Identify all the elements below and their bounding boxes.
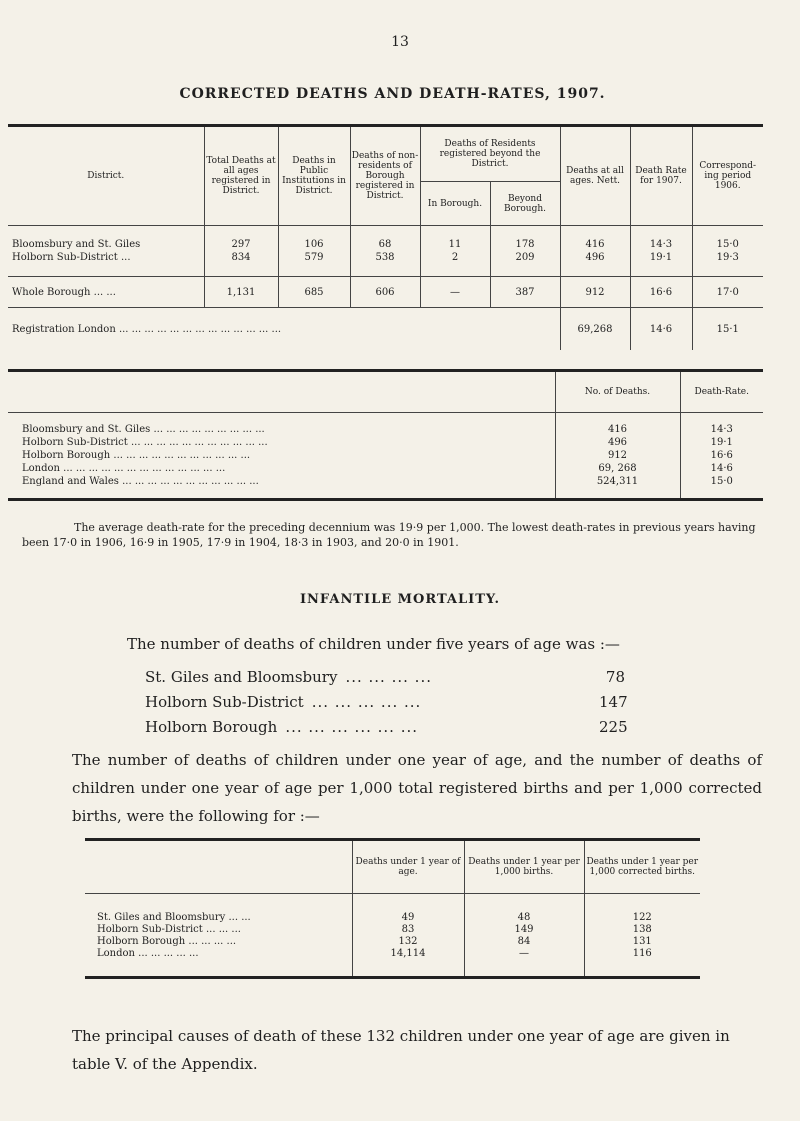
table-row: Holborn Sub-District ... 834 579 538 2 209 496 19·1 19·3: [8, 251, 763, 264]
intro-paragraph: The number of deaths of children under five years of age was :—: [127, 635, 620, 653]
col-death-rate: Death Rate for 1907.: [630, 126, 692, 226]
infant-deaths-table: [85, 838, 700, 979]
col-death-rate: Death-Rate.: [680, 371, 763, 413]
table-row: Holborn Sub-District ... ... ... 83 149 138: [85, 924, 700, 936]
list-item: Holborn Sub-District ... ... ... ... ... 147: [145, 693, 628, 711]
table-row: London ... ... ... ... ... 14,114 — 116: [85, 948, 700, 978]
closing-paragraph: The principal causes of death of these 132 children under one year of age are given in table V. of the Appendix.: [72, 1027, 730, 1073]
page-title: CORRECTED DEATHS AND DEATH-RATES, 1907.: [179, 86, 606, 102]
list-item: Holborn Borough ... ... ... ... ... ... 225: [145, 718, 628, 736]
list-item: St. Giles and Bloomsbury ... ... ... ... 78: [145, 668, 625, 686]
table-row-registration-london: Registration London ... ... ... ... ... ... ... ... ... ... ... ... ... 69,268 14·6 15·1: [8, 308, 763, 351]
table-row: St. Giles and Bloomsbury ... ... 49 48 122: [85, 894, 700, 925]
col-per-births: Deaths under 1 year per 1,000 births.: [464, 840, 584, 894]
col-district: District.: [8, 126, 204, 226]
page-number: 13: [391, 34, 409, 50]
table-row: Holborn Borough ... ... ... ... ... ... ... ... ... ... ... 912 16·6: [8, 449, 763, 462]
table-row: Holborn Sub-District ... ... ... ... ... ... ... ... ... ... ... 496 19·1: [8, 436, 763, 449]
section-title: INFANTILE MORTALITY.: [299, 592, 501, 607]
col-residents-beyond: Deaths of Residents registered beyond the District.: [420, 126, 560, 182]
table-row: Bloomsbury and St. Giles ... ... ... ... ... ... ... ... ... 416 14·3: [8, 413, 763, 437]
col-no-of-deaths: No. of Deaths.: [555, 371, 680, 413]
col-total-deaths: Total Deaths at all ages registered in District.: [204, 126, 278, 226]
col-per-corrected: Deaths under 1 year per 1,000 corrected births.: [584, 840, 700, 894]
col-in-borough: In Borough.: [420, 182, 490, 226]
col-corresponding: Correspond- ing period 1906.: [692, 126, 763, 226]
table-row: Bloomsbury and St. Giles 297 106 68 11 178 416 14·3 15·0: [8, 238, 763, 251]
col-beyond-borough: Beyond Borough.: [490, 182, 560, 226]
table-row: England and Wales ... ... ... ... ... ... ... ... ... ... ... 524,311 15·0: [8, 475, 763, 500]
table-row-whole-borough: Whole Borough ... ... 1,131 685 606 — 387 912 16·6 17·0: [8, 277, 763, 308]
decennium-note: The average death-rate for the preceding decennium was 19·9 per 1,000. The lowest death-rates in previous years having been 17·0 in 1906, 16·9 in 1905, 17·9 in 1904, 18·3 in 1903, and 20·0 in 1901.: [22, 521, 756, 549]
col-under-one: Deaths under 1 year of age.: [352, 840, 464, 894]
col-deaths-nett: Deaths at all ages. Nett.: [560, 126, 630, 226]
table-row: Holborn Borough ... ... ... ... 132 84 131: [85, 936, 700, 948]
deaths-table: [8, 124, 763, 350]
table-row: London ... ... ... ... ... ... ... ... ... ... ... ... ... 69, 268 14·6: [8, 462, 763, 475]
comparison-table: [8, 369, 763, 501]
col-public-institutions: Deaths in Public Institutions in District.: [278, 126, 350, 226]
infant-paragraph: The number of deaths of children under one year of age, and the number of deaths of children under one year of age per 1,000 total registered births and per 1,000 corrected births, were the following for :—: [72, 751, 762, 825]
col-non-residents: Deaths of non-residents of Borough registered in District.: [350, 126, 420, 226]
